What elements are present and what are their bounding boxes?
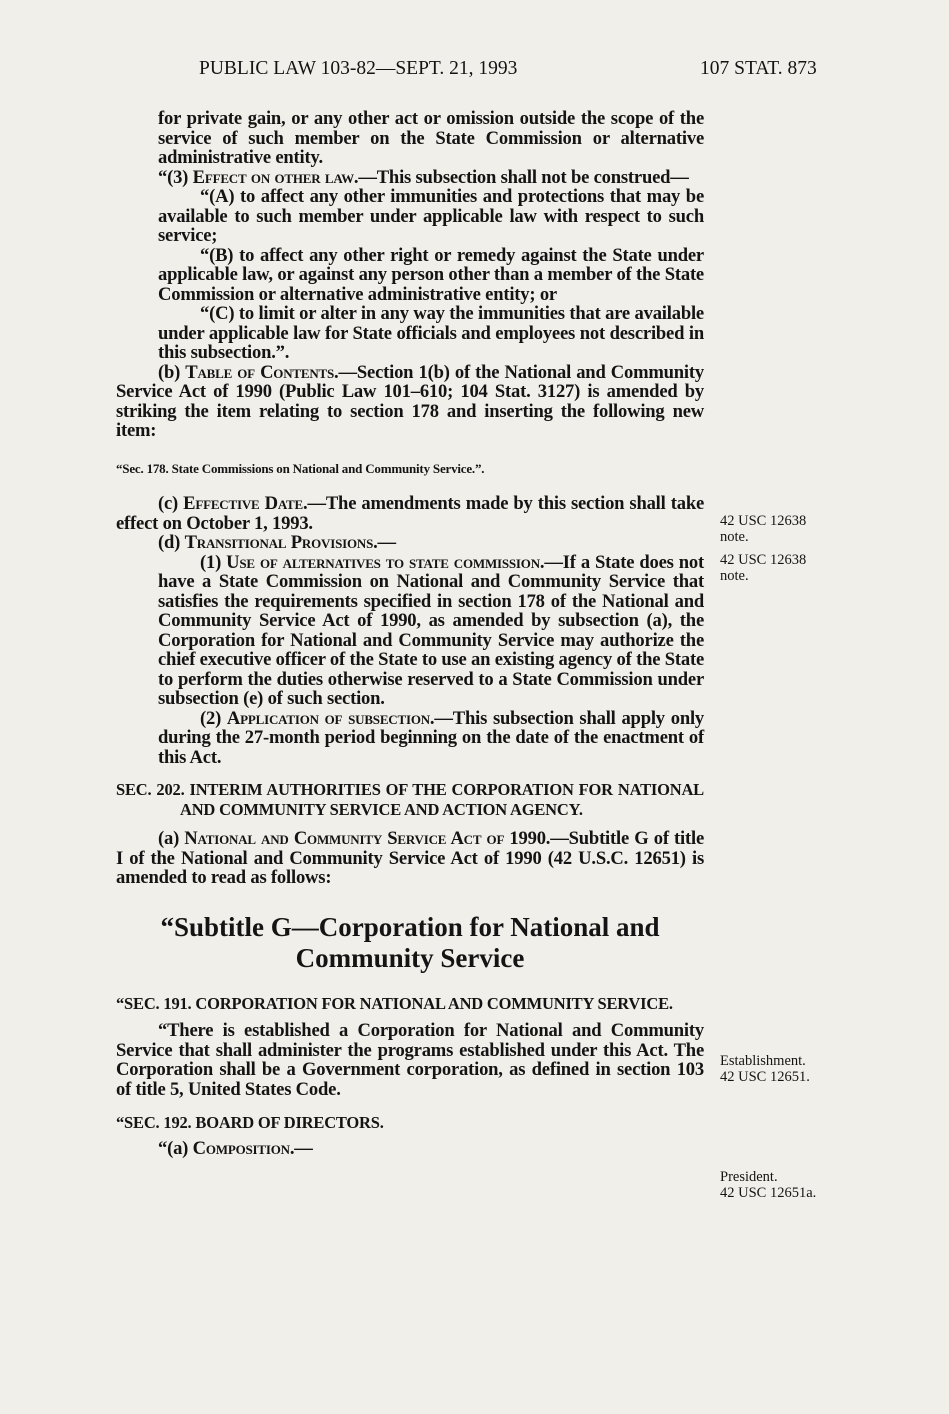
clause-a: “(A) to affect any other immunities and protections that may be available to such member under applicable law with respect to such service; [158,186,704,246]
running-header-page: 107 STAT. 873 [700,58,817,79]
subtitle-heading: “Subtitle G—Corporation for National and Community Service [160,911,660,973]
paragraph-d: (d) Transitional Provisions.— [158,532,396,553]
margin-note-president: President. 42 USC 12651a. [720,1169,817,1201]
paragraph-heading: Table of Contents. [185,361,339,383]
paragraph-heading: Transitional Provisions. [184,532,378,553]
paragraph-d2: (2) Application of subsection.—This subsection shall apply only during the 27-month period beginning on the date of the enactment of this Act. [158,707,705,768]
main-text [116,109,704,1158]
section-192-heading: “SEC. 192. BOARD OF DIRECTORS. [116,1113,384,1132]
paragraph-heading: Effective Date. [183,493,308,514]
paragraph-heading: Composition. [192,1137,295,1159]
table-of-contents-item: “Sec. 178. State Commissions on National and Community Service.”. [116,460,485,476]
paragraph-continuation: for private gain, or any other act or omission outside the scope of the service of such member on the State Commission or alternative administrative entity. [158,108,704,168]
paragraph-d1: (1) Use of alternatives to state commission.—If a State does not have a State Commission on National and Community Service that satisfies the requirements specified in section 178 of the National and Community Service Act of 1990, as amended by subsection (a), the Corporation for National and Community Service may authorize the chief executive officer of the State to use an existing agency of the State to perform the duties otherwise reserved to a State Commission under subsection (e) of such section. [158,551,704,709]
margin-note-usc-12638-2: 42 USC 12638 note. [720,552,807,584]
paragraph-3: “(3) Effect on other law.—This subsection shall not be construed— [158,166,689,188]
section-192-subsection-a: “(a) Composition.— [158,1137,313,1159]
paragraph-heading: Use of alternatives to state commission. [226,551,545,573]
section-191-heading: “SEC. 191. CORPORATION FOR NATIONAL AND COMMUNITY SERVICE. [116,993,673,1013]
section-202-heading: SEC. 202. INTERIM AUTHORITIES OF THE CORPORATION FOR NATIONAL AND COMMUNITY SERVICE AND ACTION AGENCY. [116,780,704,819]
paragraph-heading: Effect on other law. [192,166,359,188]
running-header-title: PUBLIC LAW 103-82—SEPT. 21, 1993 [199,58,518,79]
paragraph-c: (c) Effective Date.—The amendments made by this section shall take effect on October 1, 1993. [116,493,705,534]
paragraph-heading: National and Community Service Act of 1990. [184,828,551,849]
section-191-text: “There is established a Corporation for National and Community Service that shall administer the programs established under this Act. The Corporation shall be a Government corporation, as defined in section 103 of title 5, United States Code. [116,1020,704,1100]
paragraph-heading: Application of subsection. [226,707,435,729]
clause-b: “(B) to affect any other right or remedy against the State under applicable law, or against any person other than a member of the State Commission or alternative administrative entity; or [158,244,704,305]
paragraph-a: (a) National and Community Service Act of 1990.—Subtitle G of title I of the National and Community Service Act of 1990 (42 U.S.C. 12651) is amended to read as follows: [116,828,704,888]
margin-note-establishment: Establishment. 42 USC 12651. [720,1053,810,1085]
clause-c: “(C) to limit or alter in any way the immunities that are available under applicable law for State officials and employees not described in this subsection.”. [158,303,704,363]
paragraph-b: (b) Table of Contents.—Section 1(b) of the National and Community Service Act of 1990 (Public Law 101–610; 104 Stat. 3127) is amended by striking the item relating to section 178 and inserting the following new item: [116,361,704,441]
margin-note-usc-12638: 42 USC 12638 note. [720,513,807,545]
